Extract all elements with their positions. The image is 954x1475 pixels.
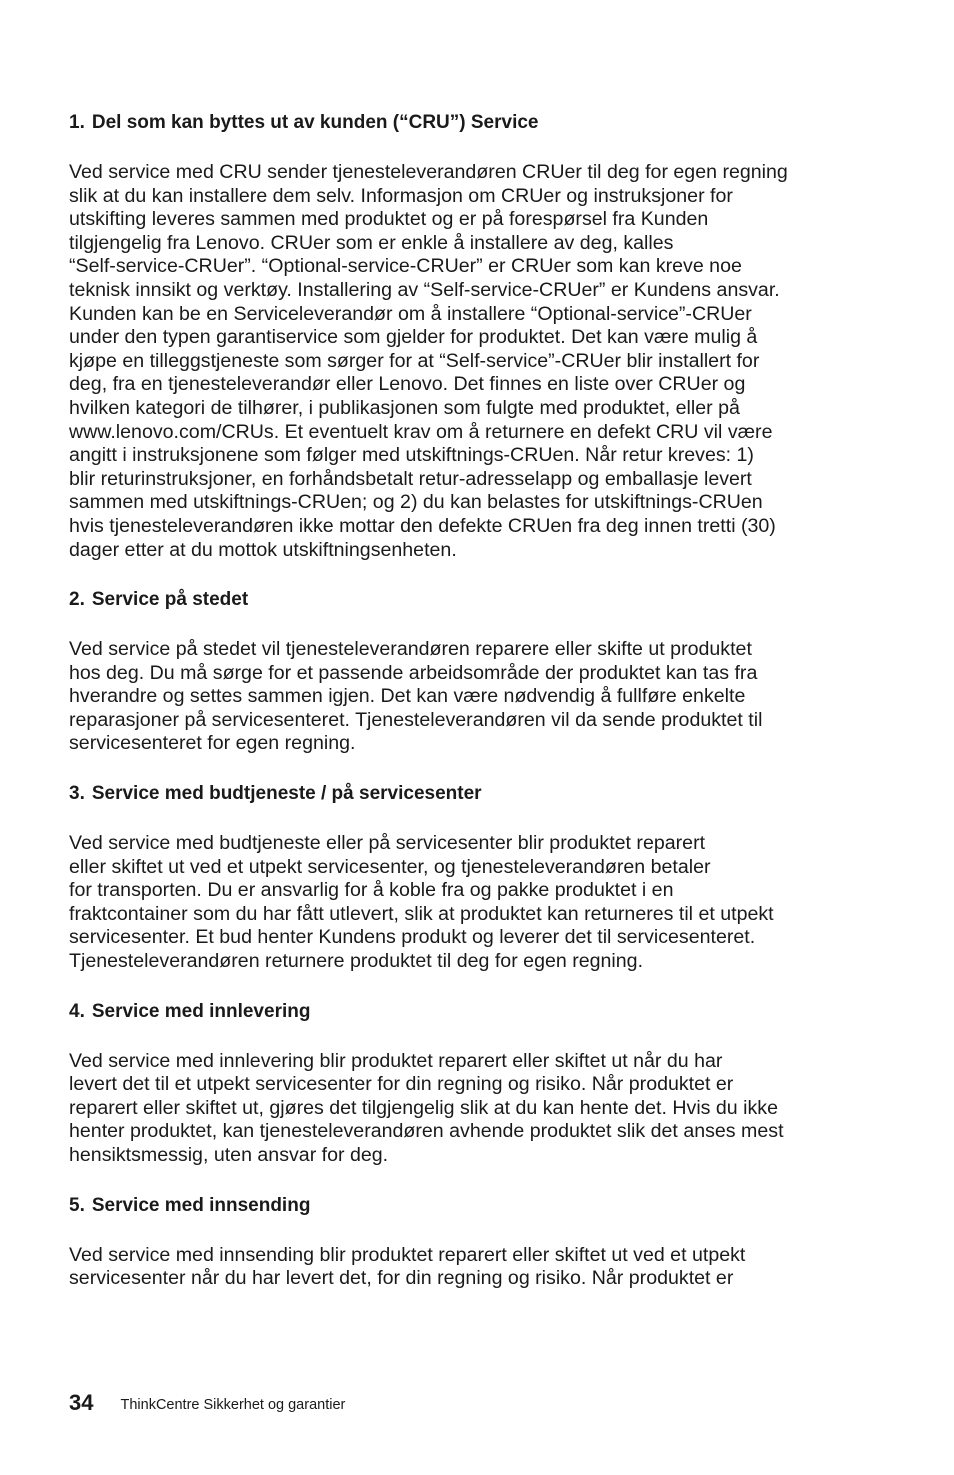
section-4-title: Service med innlevering: [91, 1000, 311, 1022]
section-1-line: Kunden kan be en Serviceleverandør om å installere “Optional-service”-CRUer: [69, 302, 752, 325]
section-2-body: [69, 638, 869, 756]
section-5-body: [69, 1244, 869, 1291]
document-title: ThinkCentre Sikkerhet og garantier: [120, 1397, 346, 1413]
section-3-line: fraktcontainer som du har fått utlevert, slik at produktet kan returneres til et utpekt: [69, 902, 774, 925]
section-3-line: servicesenter. Et bud henter Kundens produkt og leverer det til servicesenteret.: [69, 926, 756, 949]
section-1-line: hvis tjenesteleverandøren ikke mottar den defekte CRUen fra deg innen tretti (30): [69, 514, 776, 537]
section-1-line: blir returinstruksjoner, en forhåndsbetalt retur-adresselapp og emballasje levert: [69, 467, 752, 490]
section-1-line: Ved service med CRU sender tjenesteleverandøren CRUer til deg for egen regning: [69, 161, 788, 183]
section-4-number: 4.: [69, 1000, 85, 1022]
section-3-line: eller skiftet ut ved et utpekt servicesenter, og tjenesteleverandøren betaler: [69, 855, 711, 878]
section-1-line: sammen med utskiftnings-CRUen; og 2) du kan belastes for utskiftnings-CRUen: [69, 491, 763, 514]
section-1-line: tilgjengelig fra Lenovo. CRUer som er enkle å installere av deg, kalles: [69, 231, 674, 254]
section-4-line: henter produktet, kan tjenesteleverandøren avhende produktet slik det anses mest: [69, 1120, 784, 1143]
section-1-heading: [69, 111, 869, 135]
document-content: [69, 111, 869, 1317]
section-5-heading: [69, 1194, 869, 1218]
section-3-body: [69, 832, 869, 974]
section-2-heading: [69, 588, 869, 612]
section-1-line: teknisk innsikt og verktøy. Installering av “Self-service-CRUer” er Kundens ansvar.: [69, 278, 780, 301]
section-4-body: [69, 1050, 869, 1168]
section-2-line: reparasjoner på servicesenteret. Tjenesteleverandøren vil da sende produktet til: [69, 708, 763, 731]
section-3-line: for transporten. Du er ansvarlig for å koble fra og pakke produktet i en: [69, 879, 674, 902]
section-4-line: reparert eller skiftet ut, gjøres det tilgjengelig slik at du kan hente det. Hvis du ikke: [69, 1096, 778, 1119]
section-1-body: [69, 161, 869, 562]
section-1-line: www.lenovo.com/CRUs. Et eventuelt krav om å returnere en defekt CRU vil være: [69, 420, 773, 443]
section-1-line: under den typen garantiservice som gjelder for produktet. Det kan være mulig å: [69, 326, 758, 349]
section-3-number: 3.: [69, 783, 85, 805]
section-1-line: kjøpe en tilleggstjeneste som sørger for at “Self-service”-CRUer blir installert for: [69, 349, 760, 372]
section-1-line: deg, fra en tjenesteleverandør eller Lenovo. Det finnes en liste over CRUer og: [69, 373, 746, 396]
section-1-line: slik at du kan installere dem selv. Informasjon om CRUer og instruksjoner for: [69, 184, 733, 207]
section-2-title: Service på stedet: [91, 589, 249, 611]
section-5-line: servicesenter når du har levert det, for din regning og risiko. Når produktet er: [69, 1267, 734, 1290]
section-1-line: “Self-service-CRUer”. “Optional-service-CRUer” er CRUer som kan kreve noe: [69, 255, 742, 278]
section-2-line: hos deg. Du må sørge for et passende arbeidsområde der produktet kan tas fra: [69, 661, 758, 684]
section-5-title: Service med innsending: [91, 1194, 311, 1216]
section-1-title: Del som kan byttes ut av kunden (“CRU”) Service: [91, 112, 539, 133]
section-2-line: Ved service på stedet vil tjenesteleverandøren reparere eller skifte ut produktet: [69, 638, 752, 661]
section-2-number: 2.: [69, 589, 85, 611]
section-3-line: Ved service med budtjeneste eller på servicesenter blir produktet reparert: [69, 832, 706, 855]
section-1-line: dager etter at du mottok utskiftningsenheten.: [69, 538, 457, 561]
section-3-line: Tjenesteleverandøren returnere produktet til deg for egen regning.: [69, 950, 644, 973]
section-1-line: utskifting leveres sammen med produktet og er på forespørsel fra Kunden: [69, 208, 709, 231]
section-3-title: Service med budtjeneste / på servicesenter: [91, 783, 482, 805]
section-4-line: Ved service med innlevering blir produktet reparert eller skiftet ut når du har: [69, 1049, 723, 1072]
section-1-number: 1.: [69, 112, 85, 133]
section-2-line: servicesenteret for egen regning.: [69, 732, 356, 755]
section-4-heading: [69, 1000, 869, 1024]
page-number: 34: [69, 1390, 94, 1415]
section-5-line: Ved service med innsending blir produktet reparert eller skiftet ut ved et utpekt: [69, 1243, 746, 1266]
section-3-heading: [69, 782, 869, 806]
section-4-line: levert det til et utpekt servicesenter for din regning og risiko. Når produktet er: [69, 1073, 734, 1096]
section-2-line: hverandre og settes sammen igjen. Det kan være nødvendig å fullføre enkelte: [69, 685, 746, 708]
section-1-line: hvilken kategori de tilhører, i publikasjonen som fulgte med produktet, eller på: [69, 396, 740, 419]
page-footer: [69, 1382, 345, 1416]
section-5-number: 5.: [69, 1194, 85, 1216]
section-1-line: angitt i instruksjonene som følger med utskiftnings-CRUen. Når retur kreves: 1): [69, 444, 754, 467]
section-4-line: hensiktsmessig, uten ansvar for deg.: [69, 1144, 389, 1166]
